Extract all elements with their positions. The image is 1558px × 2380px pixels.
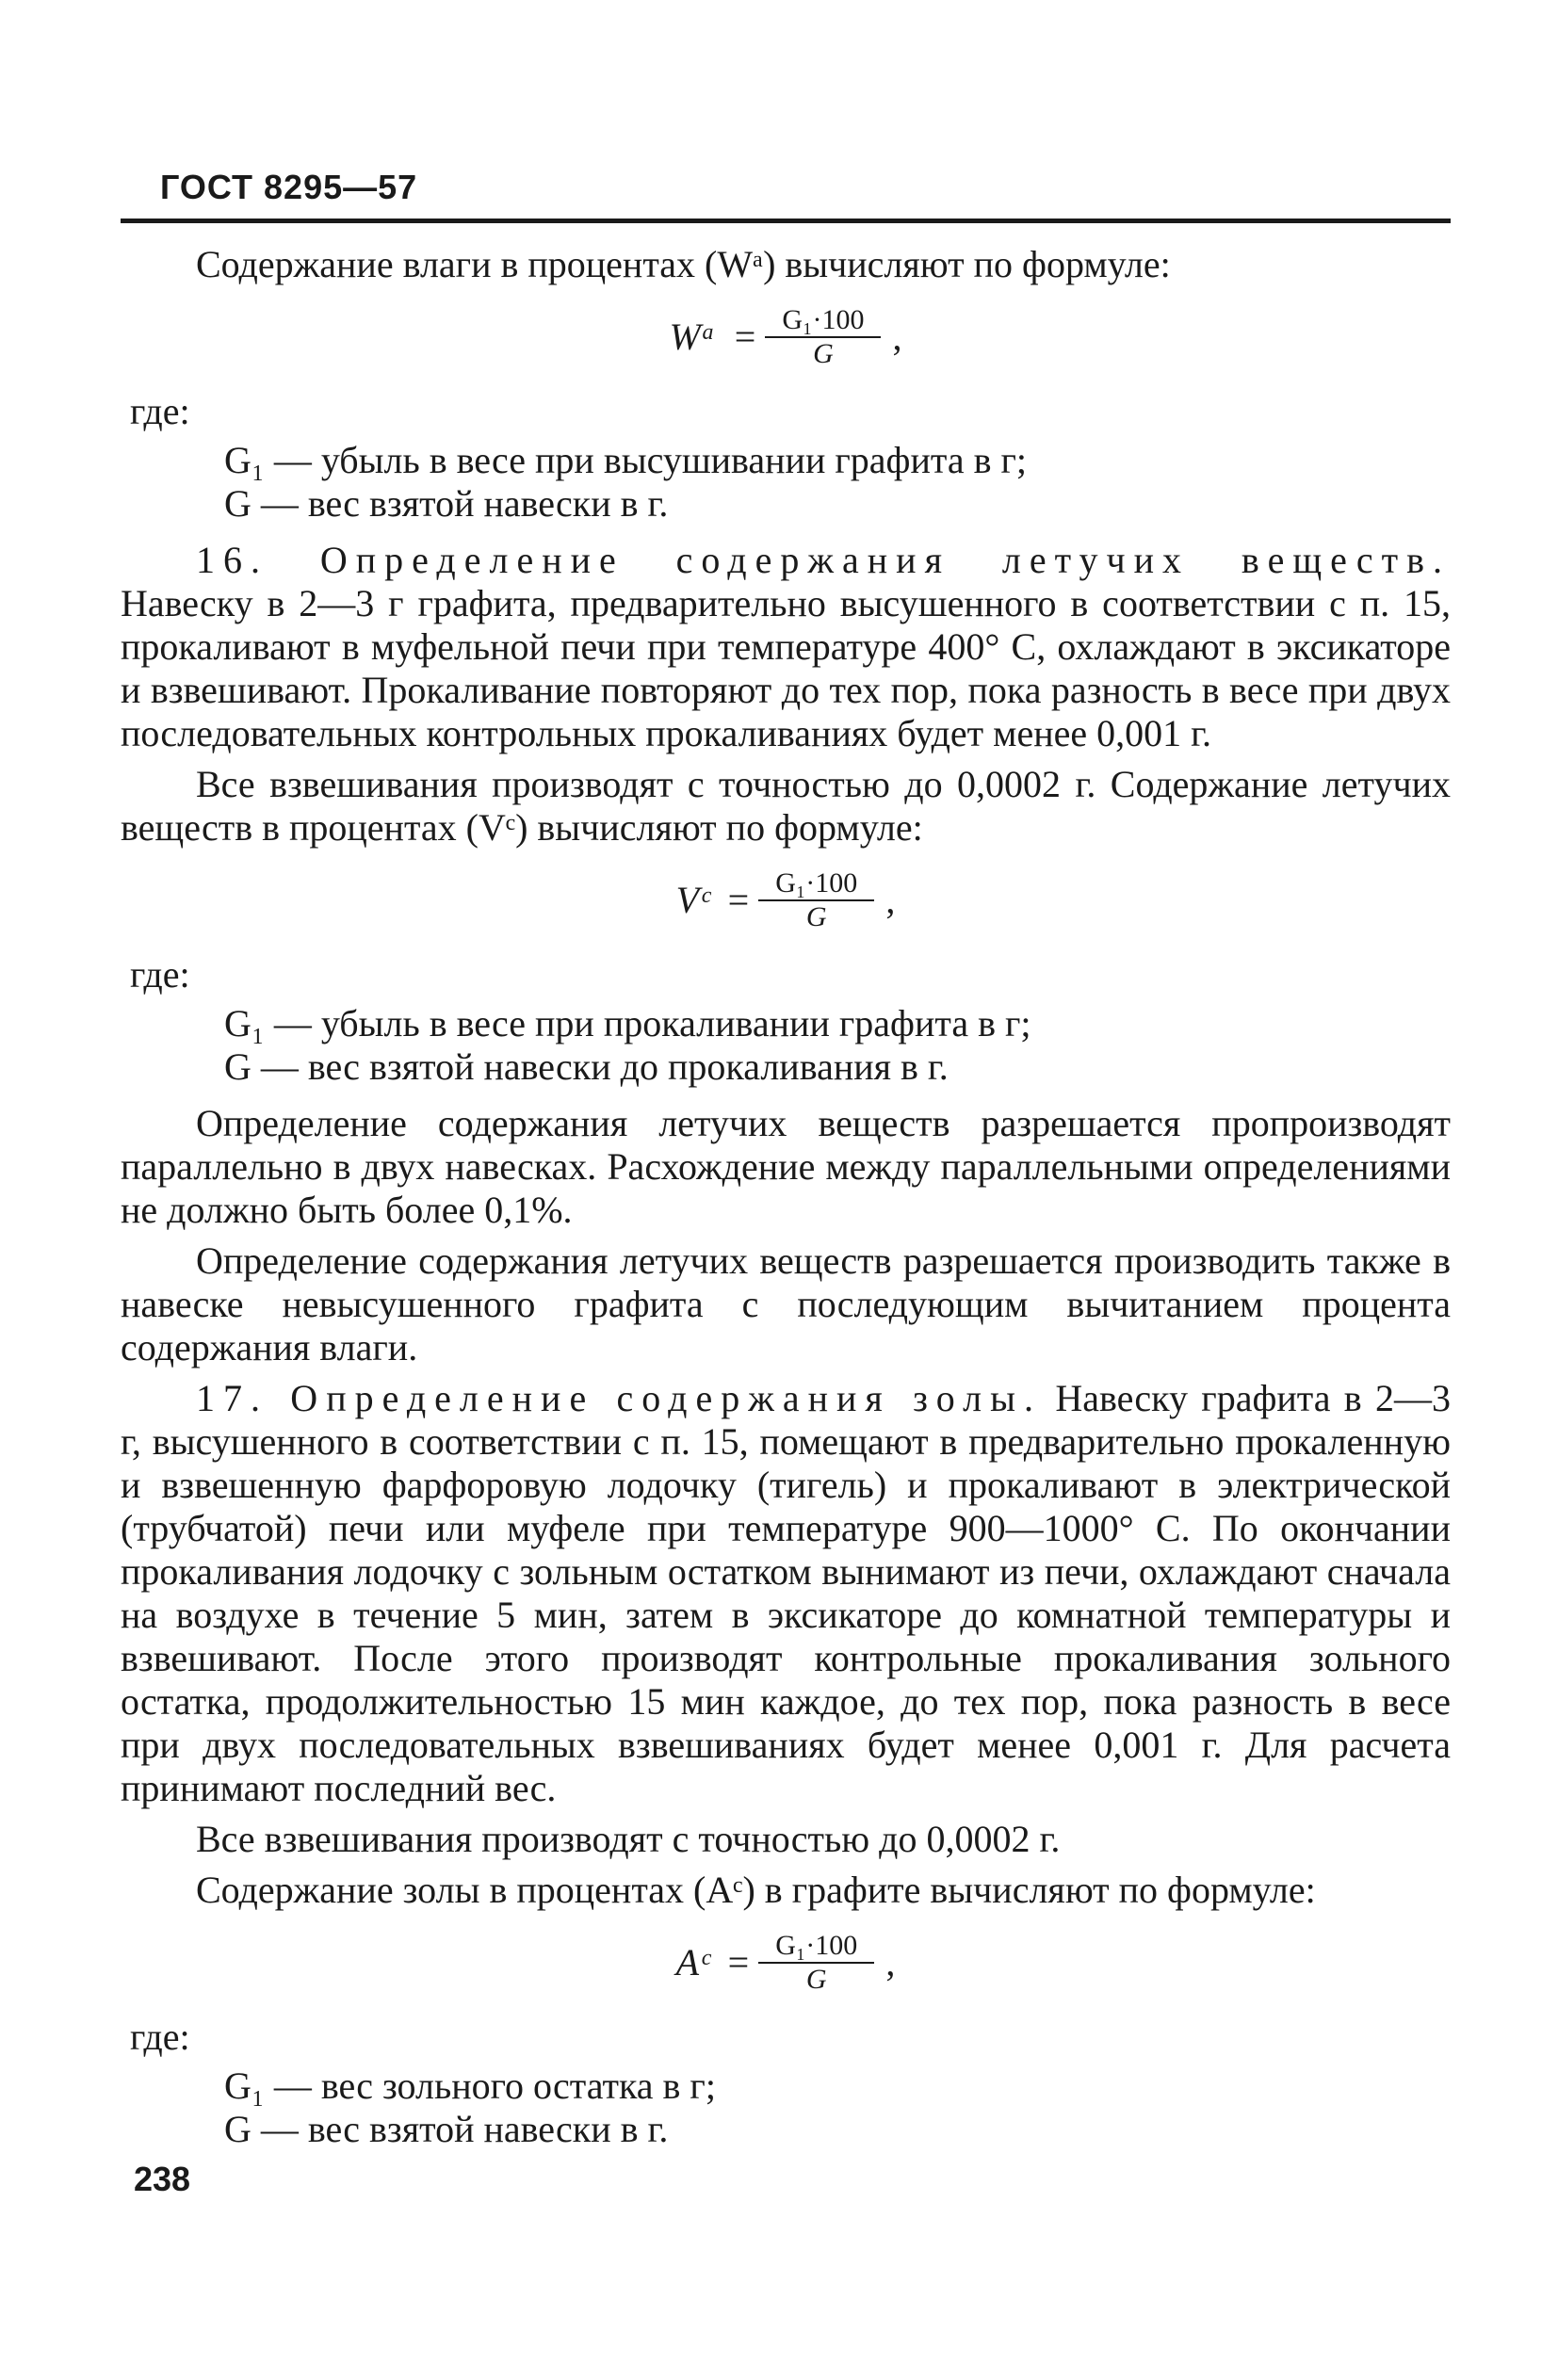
section-16-text: Навеску в 2—3 г графита, предварительно высушенного в соответствии с п. 15, прокаливают в муфельной печи при температуре 400° С, охлаждают в эксикаторе и взвешивают. Прокаливание повторяют до тех пор, пока разность в весе при двух последовательных контрольных прокаливаниях будет менее 0,001 г. [121, 582, 1451, 754]
section-17-paragraph [121, 1377, 1451, 1810]
section-16-paragraph [121, 539, 1451, 755]
page-number: 238 [134, 2160, 191, 2198]
header-rule [121, 219, 1451, 223]
moisture-formula [121, 294, 1451, 380]
definition-line: G₁ — убыль в весе при высушивании графита в г; [224, 439, 1027, 481]
formula-denominator: G [805, 1964, 827, 1995]
definition-line: G₁ — убыль в весе при прокаливании графита в г; [224, 1002, 1031, 1044]
ash-formula [121, 1919, 1451, 2006]
formula-lhs: Aᶜ [675, 1941, 709, 1983]
formula-equals: = [727, 879, 750, 921]
formula-numerator: G₁·100 [758, 1930, 874, 1964]
ash-intro: Содержание золы в процентах (Aᶜ) в графите вычисляют по формуле: [196, 1869, 1316, 1911]
where-label: где: [130, 953, 190, 996]
formula-fraction [758, 867, 874, 933]
section-17-text: Навеску графита в 2—3 г, высушенного в соответствии с п. 15, помещают в предварительно прокаленную и взвешенную фарфоровую лодочку (тигель) и прокаливают в электрической (трубчатой) печи или муфеле при температуре 900—1000° С. По окончании прокаливания лодочку с зольным остатком вынимают из печи, охлаждают сначала на воздухе в течение 5 мин, затем в эксикаторе до комнатной температуры и взвешивают. После этого производят контрольные прокаливания зольного остатка, продолжительностью 15 мин каждое, до тех пор, пока разность в весе при двух последовательных взвешиваниях будет менее 0,001 г. Для расчета принимают последний вес. [121, 1377, 1452, 1809]
definition-line: G₁ — вес зольного остатка в г; [224, 2064, 716, 2107]
moisture-intro: Содержание влаги в процентах (Wᵃ) вычисляют по формуле: [196, 243, 1171, 285]
formula-comma: , [885, 1941, 896, 1983]
section-16-note-parallel: Определение содержания летучих веществ разрешается пропроизводят параллельно в двух навесках. Расхождение между параллельными определениями не должно быть более 0,1%. [121, 1102, 1451, 1231]
standard-code-header: ГОСТ 8295—57 [160, 168, 418, 206]
section-16-weighing: Все взвешивания производят с точностью до 0,0002 г. Содержание летучих веществ в процентах (Vᶜ) вычисляют по формуле: [121, 763, 1451, 849]
formula-lhs: Wᵃ [669, 316, 716, 358]
definition-line: G — вес взятой навески до прокаливания в г. [224, 1045, 949, 1088]
volatile-formula [121, 857, 1451, 944]
formula-comma: , [885, 879, 896, 921]
page-body [121, 243, 1451, 2151]
where-label: где: [130, 2016, 190, 2058]
formula-comma: , [892, 316, 902, 358]
formula-fraction [758, 1930, 874, 1996]
formula-denominator: G [813, 338, 834, 369]
formula-numerator: G₁·100 [765, 304, 881, 338]
formula-equals: = [734, 316, 756, 358]
formula-numerator: G₁·100 [758, 867, 874, 901]
section-16-note-undried: Определение содержания летучих веществ разрешается производить также в навеске невысушенного графита с последующим вычитанием процента содержания влаги. [121, 1239, 1451, 1368]
section-17-weighing: Все взвешивания производят с точностью до 0,0002 г. [196, 1818, 1061, 1860]
formula-fraction [765, 304, 881, 370]
formula-denominator: G [805, 901, 827, 932]
section-17-heading: 17. Определение содержания золы. [196, 1377, 1043, 1419]
definition-line: G — вес взятой навески в г. [224, 2108, 669, 2150]
section-16-heading: 16. Определение содержания летучих веществ. [196, 539, 1451, 581]
where-label: где: [130, 390, 190, 432]
formula-equals: = [727, 1941, 750, 1983]
definition-line: G — вес взятой навески в г. [224, 482, 669, 525]
formula-lhs: Vᶜ [675, 879, 709, 921]
